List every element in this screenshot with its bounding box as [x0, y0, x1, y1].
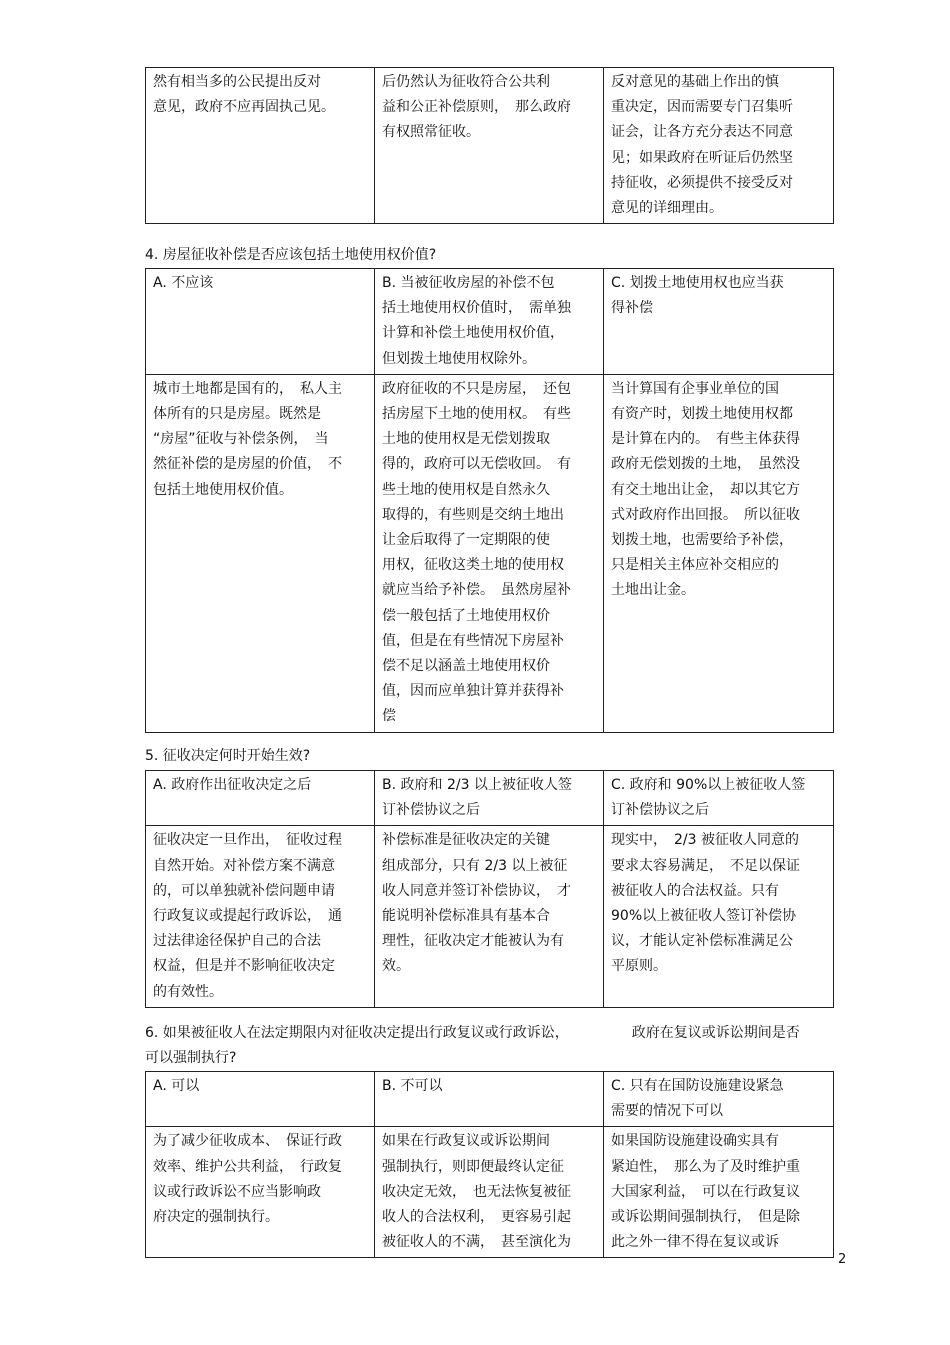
option-c: C. 政府和 90%以上被征收人签 订补偿协议之后 [604, 771, 834, 826]
reasons-row [146, 826, 834, 1007]
question-6: 6. 如果被征收人在法定期限内对征收决定提出行政复议或行政诉讼， 政府在复议或诉讼期间是否 可以强制执行? [145, 1025, 800, 1066]
page-number: 2 [838, 1252, 847, 1267]
table-cell: 后仍然认为征收符合公共利 益和公正补偿原则， 那么政府 有权照常征收。 [375, 68, 604, 224]
reason-c: 如果国防设施建设确实具有 紧迫性， 那么为了及时维护重 大国家利益， 可以在行政复议 或诉讼期间强制执行， 但是除 此之外一律不得在复议或诉 [604, 1127, 834, 1258]
reasons-row [146, 374, 834, 732]
reason-a: 为了减少征收成本、 保证行政 效率、维护公共利益， 行政复 议或行政诉讼不应当影响政 府决定的强制执行。 [146, 1127, 375, 1258]
question-6-table [145, 1071, 834, 1258]
option-a: A. 政府作出征收决定之后 [146, 771, 375, 826]
table-cell: 然有相当多的公民提出反对 意见，政府不应再固执己见。 [146, 68, 375, 224]
reason-b: 补偿标准是征收决定的关键 组成部分，只有 2/3 以上被征 收人同意并签订补偿协议， 才 能说明补偿标准具有基本合 理性，征收决定才能被认为有 效。 [375, 826, 604, 1007]
reason-c: 现实中， 2/3 被征收人同意的 要求太容易满足， 不足以保证 被征收人的合法权益。只有 90%以上被征收人签订补偿协 议，才能认定补偿标准满足公 平原则。 [604, 826, 834, 1007]
options-row [146, 269, 834, 375]
options-row [146, 1072, 834, 1127]
question-4-table [145, 268, 834, 733]
option-a: A. 可以 [146, 1072, 375, 1127]
reason-a: 征收决定一旦作出， 征收过程 自然开始。对补偿方案不满意 的，可以单独就补偿问题申请 行政复议或提起行政诉讼， 通 过法律途径保护自己的合法 权益，但是并不影响征收决定 的有效性。 [146, 826, 375, 1007]
reason-b: 政府征收的不只是房屋， 还包 括房屋下土地的使用权。 有些 土地的使用权是无偿划拨取 得的，政府可以无偿收回。 有 些土地的使用权是自然永久 取得的，有些则是交纳土地出 让金后取得了一定期限的使 用权，征收这类土地的使用权 就应当给予补偿。 虽然房屋补 偿一般包括了土地使用权价 值，但是在有些情况下房屋补 偿不足以涵盖土地使用权价 值，因而应单独计算并获得补 偿 [375, 374, 604, 732]
question-4: 4. 房屋征收补偿是否应该包括土地使用权价值? [145, 247, 437, 263]
option-b: B. 政府和 2/3 以上被征收人签 订补偿协议之后 [375, 771, 604, 826]
reason-c: 当计算国有企事业单位的国 有资产时，划拨土地使用权都 是计算在内的。 有些主体获得 政府无偿划拨的土地， 虽然没 有交土地出让金， 却以其它方 式对政府作出回报。 所以征收 划拨土地，也需要给予补偿， 只是相关主体应补交相应的 土地出让金。 [604, 374, 834, 732]
option-c: C. 划拨土地使用权也应当获 得补偿 [604, 269, 834, 375]
table-row [146, 68, 834, 224]
reasons-row [146, 1127, 834, 1258]
options-row [146, 771, 834, 826]
continued-table [145, 67, 834, 224]
option-b: B. 当被征收房屋的补偿不包 括土地使用权价值时， 需单独 计算和补偿土地使用权价值， 但划拨土地使用权除外。 [375, 269, 604, 375]
option-b: B. 不可以 [375, 1072, 604, 1127]
question-5: 5. 征收决定何时开始生效? [145, 748, 311, 764]
reason-b: 如果在行政复议或诉讼期间 强制执行，则即便最终认定征 收决定无效， 也无法恢复被征 收人的合法权利， 更容易引起 被征收人的不满， 甚至演化为 [375, 1127, 604, 1258]
option-c: C. 只有在国防设施建设紧急 需要的情况下可以 [604, 1072, 834, 1127]
table-cell: 反对意见的基础上作出的慎 重决定，因而需要专门召集听 证会，让各方充分表达不同意 见；如果政府在听证后仍然坚 持征收，必须提供不接受反对 意见的详细理由。 [604, 68, 834, 224]
reason-a: 城市土地都是国有的， 私人主 体所有的只是房屋。既然是 “房屋”征收与补偿条例， 当 然征补偿的是房屋的价值， 不 包括土地使用权价值。 [146, 374, 375, 732]
question-5-table [145, 770, 834, 1008]
option-a: A. 不应该 [146, 269, 375, 375]
